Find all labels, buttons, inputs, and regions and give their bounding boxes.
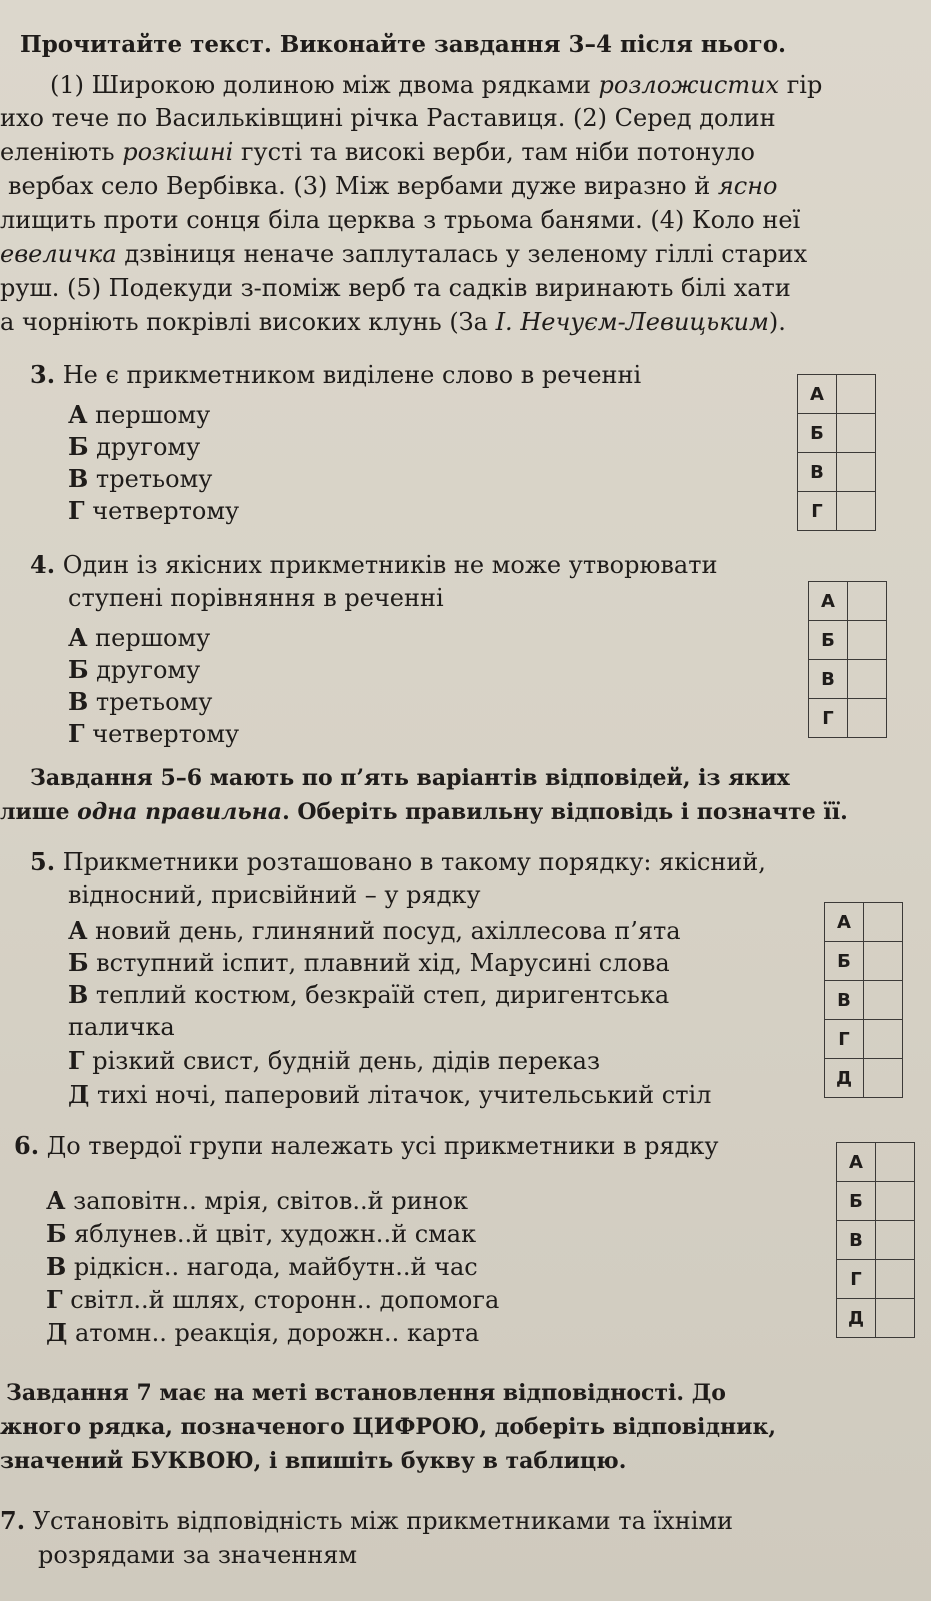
q3-answer-grid: А Б В Г: [797, 374, 876, 531]
q5-answer-cell-d[interactable]: [864, 1020, 903, 1059]
q6-answer-cell-d[interactable]: [876, 1260, 915, 1299]
q3-option-d: Г четвертому: [68, 496, 240, 525]
passage-line-5: лищить проти сонця біла церква з трьома банями. (4) Коло неї: [0, 206, 801, 234]
passage-line-2: ихо тече по Васильківщині річка Раставиця. (2) Серед долин: [0, 104, 776, 132]
q5-option-b: Б вступний іспит, плавний хід, Марусині слова: [68, 948, 670, 977]
q4-stem-line-2: ступені порівняння в реченні: [68, 584, 444, 612]
q4-option-c: В третьому: [68, 687, 213, 716]
q7-stem-line-1: 7. Установіть відповідність між прикметниками та їхніми: [0, 1506, 734, 1535]
q4-option-a: А першому: [68, 623, 211, 652]
q5-answer-cell-a[interactable]: [864, 903, 903, 942]
passage-line-8: а чорніють покрівлі високих клунь (За І. Нечуєм-Левицьким).: [0, 308, 786, 336]
q6-answer-cell-c[interactable]: [876, 1221, 915, 1260]
q5-answer-cell-b[interactable]: [864, 942, 903, 981]
q6-option-d: Г світл..й шлях, сторонн.. допомога: [46, 1285, 500, 1314]
q4-option-b: Б другому: [68, 655, 201, 684]
instruction-5-6-line-1: Завдання 5–6 мають по п’ять варіантів відповідей, із яких: [30, 765, 790, 791]
instruction-7-line-1: Завдання 7 має на меті встановлення відповідності. До: [6, 1380, 726, 1406]
q4-option-d: Г четвертому: [68, 719, 240, 748]
q5-option-c: В теплий костюм, безкраїй степ, диригентська: [68, 980, 670, 1009]
q4-answer-cell-c[interactable]: [848, 660, 887, 699]
q5-option-c-cont: паличка: [68, 1013, 175, 1041]
q6-option-e: Д атомн.. реакція, дорожн.. карта: [46, 1318, 480, 1347]
q4-stem-line-1: 4. Один із якісних прикметників не може утворювати: [30, 550, 718, 579]
q6-answer-cell-e[interactable]: [876, 1299, 915, 1338]
passage-line-7: руш. (5) Подекуди з-поміж верб та садків виринають білі хати: [0, 274, 791, 302]
q3-stem: 3. Не є прикметником виділене слово в реченні: [30, 360, 642, 389]
q5-answer-grid: А Б В Г Д: [824, 902, 903, 1098]
q4-answer-cell-b[interactable]: [848, 621, 887, 660]
q3-answer-cell-b[interactable]: [837, 414, 876, 453]
q6-option-a: А заповітн.. мрія, світов..й ринок: [46, 1186, 469, 1215]
q5-answer-cell-c[interactable]: [864, 981, 903, 1020]
instruction-5-6-line-2: лише одна правильна. Оберіть правильну відповідь і позначте її.: [0, 799, 848, 825]
q5-stem-line-1: 5. Прикметники розташовано в такому порядку: якісний,: [30, 847, 766, 876]
passage-line-4: вербах село Вербівка. (3) Між вербами дуже виразно й ясно: [8, 172, 778, 200]
q5-option-e: Д тихі ночі, паперовий літачок, учительський стіл: [68, 1080, 712, 1109]
passage-line-3: еленіють розкішні густі та високі верби, там ніби потонуло: [0, 138, 756, 166]
q6-option-b: Б яблунев..й цвіт, художн..й смак: [46, 1219, 477, 1248]
q4-answer-grid: А Б В Г: [808, 581, 887, 738]
q7-stem-line-2: розрядами за значенням: [38, 1541, 358, 1569]
q6-answer-cell-b[interactable]: [876, 1182, 915, 1221]
q3-answer-cell-c[interactable]: [837, 453, 876, 492]
intro-heading: Прочитайте текст. Виконайте завдання 3–4 після нього.: [20, 31, 787, 58]
q5-answer-cell-e[interactable]: [864, 1059, 903, 1098]
q6-answer-cell-a[interactable]: [876, 1143, 915, 1182]
q3-option-c: В третьому: [68, 464, 213, 493]
q5-stem-line-2: відносний, присвійний – у рядку: [68, 881, 481, 909]
q3-option-a: А першому: [68, 400, 211, 429]
q6-stem: 6. До твердої групи належать усі прикметники в рядку: [14, 1131, 719, 1160]
passage-line-6: евеличка дзвіниця неначе заплуталась у зеленому гіллі старих: [0, 240, 808, 268]
q5-option-a: А новий день, глиняний посуд, ахіллесова п’ята: [68, 916, 681, 945]
passage-line-1: (1) Широкою долиною між двома рядками розложистих гір: [50, 71, 823, 99]
q4-answer-cell-a[interactable]: [848, 582, 887, 621]
q6-answer-grid: А Б В Г Д: [836, 1142, 915, 1338]
q4-answer-cell-d[interactable]: [848, 699, 887, 738]
q5-option-d: Г різкий свист, будній день, дідів переказ: [68, 1046, 601, 1075]
q3-answer-cell-d[interactable]: [837, 492, 876, 531]
q3-answer-cell-a[interactable]: [837, 375, 876, 414]
instruction-7-line-2: жного рядка, позначеного ЦИФРОЮ, доберіть відповідник,: [0, 1414, 777, 1440]
q3-option-b: Б другому: [68, 432, 201, 461]
instruction-7-line-3: значений БУКВОЮ, і впишіть букву в таблицю.: [0, 1448, 627, 1474]
q6-option-c: В рідкісн.. нагода, майбутн..й час: [46, 1252, 478, 1281]
